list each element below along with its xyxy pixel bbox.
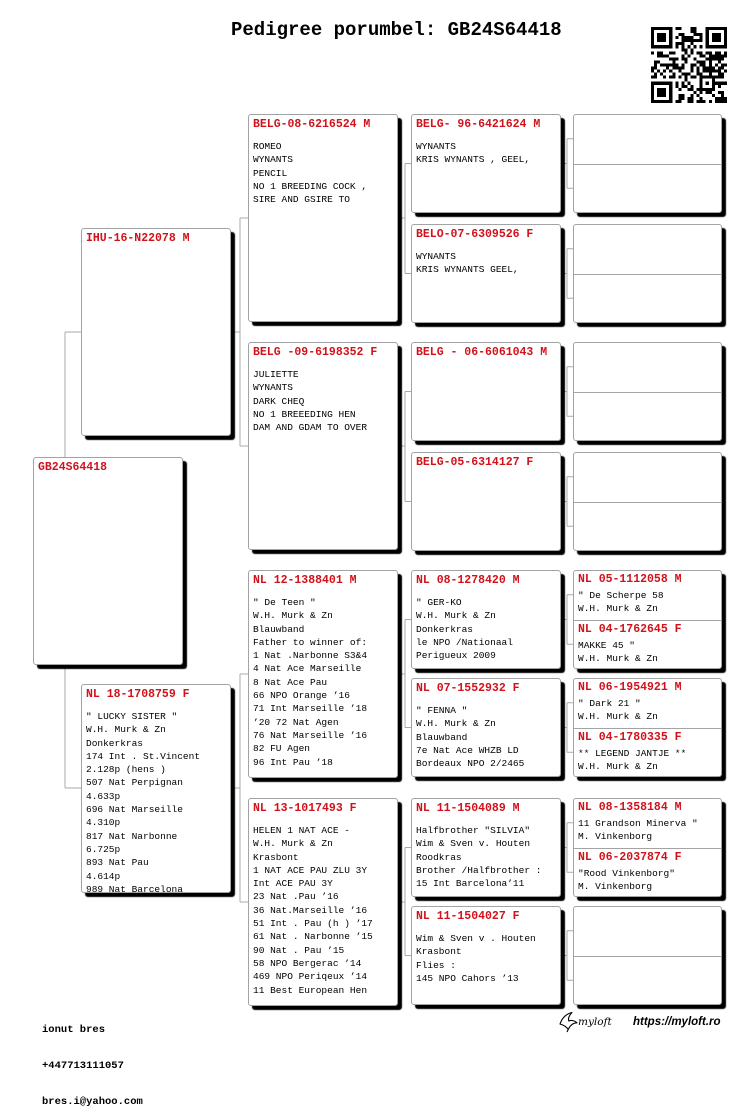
- pedigree-note-line: 61 Nat . Narbonne ’15: [253, 931, 373, 943]
- myloft-logo: [558, 1010, 628, 1034]
- pedigree-note-line: Halfbrother "SILVIA": [416, 825, 531, 836]
- pedigree-box-dam-dam: [248, 798, 398, 1006]
- pedigree-note-line: 82 FU Agen: [253, 743, 311, 755]
- ring-number: NL 08-1358184 M: [578, 801, 682, 814]
- pedigree-note-line: 66 NPO Orange ’16: [253, 690, 350, 702]
- ring-number: IHU-16-N22078 M: [86, 232, 190, 245]
- pedigree-slot: [574, 225, 721, 274]
- pedigree-box-gen4-6: [411, 678, 561, 777]
- ring-number: NL 11-1504089 M: [416, 802, 520, 815]
- pedigree-note-line: WYNANTS: [253, 154, 293, 166]
- pedigree-box-gen5-pair-2: [573, 224, 722, 323]
- pedigree-note-line: Brother /Halfbrother :: [416, 864, 542, 876]
- pedigree-note-line: 4.633p: [86, 790, 121, 802]
- connector-line: [561, 595, 573, 645]
- pedigree-note-line: MAKKE 45 ": [578, 639, 636, 651]
- pedigree-box-sire-sire: [248, 114, 398, 322]
- pedigree-note-line: " Dark 21 ": [578, 698, 641, 709]
- pedigree-note-line: W.H. Murk & Zn: [86, 724, 166, 736]
- pedigree-note-line: le NPO /Nationaal: [416, 636, 513, 648]
- pedigree-note-line: 90 Nat . Pau ’15: [253, 944, 345, 956]
- pedigree-note-line: 2.128p (hens ): [86, 764, 166, 776]
- connector-line: [398, 392, 411, 502]
- pedigree-note-line: 23 Nat .Pau ’16: [253, 891, 339, 903]
- pedigree-note-line: 4 Nat Ace Marseille: [253, 663, 362, 675]
- pedigree-note-line: WYNANTS: [416, 141, 456, 152]
- ring-number: NL 08-1278420 M: [416, 574, 520, 587]
- pedigree-slot: [574, 620, 721, 669]
- pedigree-note-line: W.H. Murk & Zn: [578, 760, 658, 772]
- pedigree-note-line: M. Vinkenborg: [578, 880, 653, 892]
- breeder-name: ionut bres: [42, 1024, 106, 1036]
- breeder-phone: +447713111057: [42, 1060, 124, 1072]
- pedigree-note-line: ’20 72 Nat Agen: [253, 716, 339, 728]
- pigeon-notes: [578, 639, 717, 666]
- pedigree-note-line: ** LEGEND JANTJE **: [578, 747, 687, 759]
- pedigree-note-line: W.H. Murk & Zn: [253, 610, 333, 622]
- pedigree-note-line: Roodkras: [416, 851, 462, 863]
- connector-line: [398, 848, 411, 956]
- pedigree-box-subject: [33, 457, 183, 665]
- pedigree-box-gen5-pair-1: [573, 114, 722, 213]
- ring-number: BELG-05-6314127 F: [416, 456, 534, 469]
- pedigree-box-gen4-7: [411, 798, 561, 897]
- pedigree-note-line: 71 Int Marseille ’18: [253, 703, 368, 715]
- pedigree-note-line: NO 1 BREEDING COCK ,: [253, 180, 368, 192]
- pedigree-note-line: " De Teen ": [253, 597, 316, 608]
- pedigree-note-line: HELEN 1 NAT ACE -: [253, 825, 350, 836]
- pedigree-slot: [574, 453, 721, 502]
- ring-number: NL 04-1762645 F: [578, 622, 682, 636]
- pedigree-note-line: 11 Grandson Minerva ": [578, 818, 698, 829]
- pedigree-note-line: 174 Int . St.Vincent: [86, 750, 201, 762]
- pedigree-note-line: NO 1 BREEEDING HEN: [253, 408, 356, 420]
- ring-number: NL 04-1780335 F: [578, 730, 682, 744]
- connector-line: [561, 367, 573, 417]
- pedigree-note-line: 8 Nat Ace Pau: [253, 676, 328, 688]
- pedigree-box-gen5-pair-3: [573, 342, 722, 441]
- pedigree-box-gen5-pair-8: [573, 906, 722, 1005]
- pedigree-note-line: 58 NPO Bergerac ’14: [253, 957, 362, 969]
- pedigree-box-gen5-pair-6: [573, 678, 722, 777]
- pedigree-slot: [574, 164, 721, 213]
- pedigree-box-sire-dam: [248, 342, 398, 550]
- pigeon-notes: [253, 140, 393, 206]
- pedigree-slot: [574, 679, 721, 728]
- pedigree-note-line: Donkerkras: [86, 737, 144, 749]
- myloft-bird-logo-icon: [558, 1011, 578, 1033]
- pedigree-slot: [574, 848, 721, 897]
- pedigree-note-line: 76 Nat Marseille ’16: [253, 729, 368, 741]
- pedigree-box-gen4-5: [411, 570, 561, 669]
- pedigree-slot: [574, 956, 721, 1005]
- pedigree-note-line: 7e Nat Ace WHZB LD: [416, 744, 519, 756]
- breeder-contact: [42, 1000, 143, 1120]
- pigeon-notes: [578, 697, 717, 724]
- pedigree-box-gen4-3: [411, 342, 561, 441]
- pedigree-note-line: 6.725p: [86, 843, 121, 855]
- ring-number: BELG -09-6198352 F: [253, 346, 378, 359]
- pedigree-box-dam-sire: [248, 570, 398, 778]
- pigeon-notes: [86, 710, 226, 893]
- pigeon-notes: [416, 140, 556, 167]
- pigeon-notes: [578, 589, 717, 616]
- ring-number: NL 06-2037874 F: [578, 850, 682, 864]
- pedigree-note-line: 469 NPO Periqeux ’14: [253, 971, 368, 983]
- pedigree-note-line: Wim & Sven v . Houten: [416, 933, 536, 944]
- pedigree-note-line: W.H. Murk & Zn: [578, 603, 658, 615]
- ring-number: NL 11-1504027 F: [416, 910, 520, 923]
- pedigree-note-line: WYNANTS: [416, 251, 456, 262]
- pedigree-note-line: W.H. Murk & Zn: [578, 711, 658, 723]
- pedigree-note-line: Bordeaux NPO 2/2465: [416, 758, 525, 770]
- pedigree-note-line: W.H. Murk & Zn: [416, 610, 496, 622]
- pigeon-notes: [253, 824, 393, 997]
- ring-number: BELG - 06-6061043 M: [416, 346, 548, 359]
- pedigree-note-line: Int ACE PAU 3Y: [253, 878, 333, 890]
- pedigree-note-line: 1 Nat .Narbonne S3&4: [253, 650, 368, 662]
- pedigree-note-line: Krasbont: [253, 851, 299, 863]
- pedigree-box-gen4-8: [411, 906, 561, 1005]
- pedigree-note-line: JULIETTE: [253, 369, 299, 380]
- connector-line: [398, 620, 411, 728]
- pedigree-note-line: Blauwband: [253, 623, 305, 635]
- ring-number: NL 06-1954921 M: [578, 681, 682, 694]
- pedigree-note-line: PENCIL: [253, 167, 288, 179]
- pedigree-note-line: KRIS WYNANTS GEEL,: [416, 264, 519, 276]
- pedigree-note-line: 15 Int Barcelona’11: [416, 878, 525, 890]
- connector-line: [561, 477, 573, 527]
- pedigree-note-line: W.H. Murk & Zn: [578, 652, 658, 664]
- pedigree-slot: [574, 343, 721, 392]
- pedigree-note-line: "Rood Vinkenborg": [578, 867, 675, 879]
- connector-line: [561, 139, 573, 189]
- pedigree-note-line: Krasbont: [416, 946, 462, 958]
- pigeon-notes: [253, 368, 393, 434]
- pedigree-slot: [574, 392, 721, 441]
- ring-number: GB24S64418: [38, 461, 108, 474]
- pedigree-note-line: W.H. Murk & Zn: [253, 838, 333, 850]
- pedigree-box-gen4-4: [411, 452, 561, 551]
- breeder-email: bres.i@yahoo.com: [42, 1096, 143, 1108]
- pedigree-slot: [574, 799, 721, 848]
- pedigree-note-line: " De Scherpe 58: [578, 590, 664, 601]
- pedigree-note-line: SIRE AND GSIRE TO: [253, 194, 350, 206]
- pedigree-note-line: 36 Nat.Marseille ’16: [253, 904, 368, 916]
- logo-text: myloft: [578, 1016, 612, 1028]
- pigeon-notes: [578, 867, 717, 894]
- pigeon-notes: [416, 704, 556, 770]
- pigeon-notes: [578, 817, 717, 844]
- connector-line: [561, 703, 573, 753]
- pedigree-note-line: 1 NAT ACE PAU ZLU 3Y: [253, 864, 368, 876]
- pigeon-notes: [416, 932, 556, 985]
- pedigree-slot: [574, 274, 721, 323]
- ring-number: NL 07-1552932 F: [416, 682, 520, 695]
- pedigree-note-line: 11 Best European Hen: [253, 984, 368, 996]
- pedigree-box-gen4-1: [411, 114, 561, 213]
- pedigree-box-gen5-pair-5: [573, 570, 722, 669]
- pedigree-slot: [574, 502, 721, 551]
- connector-line: [398, 164, 411, 274]
- pedigree-slot: [574, 571, 721, 620]
- pedigree-note-line: 145 NPO Cahors ’13: [416, 972, 519, 984]
- pedigree-slot: [574, 115, 721, 164]
- pedigree-note-line: Donkerkras: [416, 623, 474, 635]
- pedigree-note-line: 893 Nat Pau: [86, 857, 149, 869]
- pedigree-note-line: M. Vinkenborg: [578, 831, 653, 843]
- pedigree-note-line: Flies :: [416, 959, 456, 971]
- pedigree-note-line: 4.310p: [86, 817, 121, 829]
- pedigree-note-line: KRIS WYNANTS , GEEL,: [416, 154, 531, 166]
- connector-line: [231, 674, 248, 902]
- ring-number: NL 13-1017493 F: [253, 802, 357, 815]
- pedigree-note-line: Blauwband: [416, 731, 468, 743]
- pedigree-note-line: " FENNA ": [416, 705, 468, 716]
- connector-line: [561, 931, 573, 981]
- connector-line: [561, 249, 573, 299]
- pedigree-note-line: 507 Nat Perpignan: [86, 777, 183, 789]
- pedigree-box-gen5-pair-4: [573, 452, 722, 551]
- pedigree-note-line: " GER-KO: [416, 597, 462, 608]
- ring-number: NL 18-1708759 F: [86, 688, 190, 701]
- pedigree-box-dam: [81, 684, 231, 893]
- pigeon-notes: [416, 596, 556, 662]
- pedigree-note-line: WYNANTS: [253, 382, 293, 394]
- pedigree-note-line: 51 Int . Pau (h ) ’17: [253, 918, 373, 930]
- ring-number: NL 12-1388401 M: [253, 574, 357, 587]
- pigeon-notes: [416, 250, 556, 277]
- pedigree-note-line: Perigueux 2009: [416, 650, 496, 662]
- pedigree-slot: [574, 907, 721, 956]
- pedigree-note-line: 989 Nat Barcelona: [86, 883, 183, 893]
- page-title: Pedigree porumbel: GB24S64418: [231, 19, 562, 41]
- pedigree-note-line: DARK CHEQ: [253, 395, 305, 407]
- pedigree-box-gen4-2: [411, 224, 561, 323]
- pedigree-box-sire: [81, 228, 231, 436]
- pedigree-box-gen5-pair-7: [573, 798, 722, 897]
- connector-line: [561, 823, 573, 873]
- pedigree-slot: [574, 728, 721, 777]
- pigeon-notes: [578, 747, 717, 774]
- pedigree-note-line: " LUCKY SISTER ": [86, 711, 178, 722]
- pigeon-notes: [253, 596, 393, 769]
- pedigree-note-line: 696 Nat Marseille: [86, 804, 183, 816]
- pedigree-note-line: DAM AND GDAM TO OVER: [253, 422, 368, 434]
- ring-number: BELG- 96-6421624 M: [416, 118, 541, 131]
- website-link[interactable]: https://myloft.ro: [633, 1016, 721, 1028]
- pedigree-note-line: W.H. Murk & Zn: [416, 718, 496, 730]
- pedigree-note-line: Father to winner of:: [253, 636, 368, 648]
- ring-number: BELG-08-6216524 M: [253, 118, 371, 131]
- pedigree-note-line: ROMEO: [253, 141, 282, 152]
- connector-line: [231, 218, 248, 446]
- pedigree-note-line: 4.614p: [86, 870, 121, 882]
- pedigree-note-line: Wim & Sven v. Houten: [416, 838, 531, 850]
- pedigree-note-line: 817 Nat Narbonne: [86, 830, 178, 842]
- pedigree-note-line: 96 Int Pau ’18: [253, 756, 333, 768]
- ring-number: NL 05-1112058 M: [578, 573, 682, 586]
- pigeon-notes: [416, 824, 556, 890]
- ring-number: BELO-07-6309526 F: [416, 228, 534, 241]
